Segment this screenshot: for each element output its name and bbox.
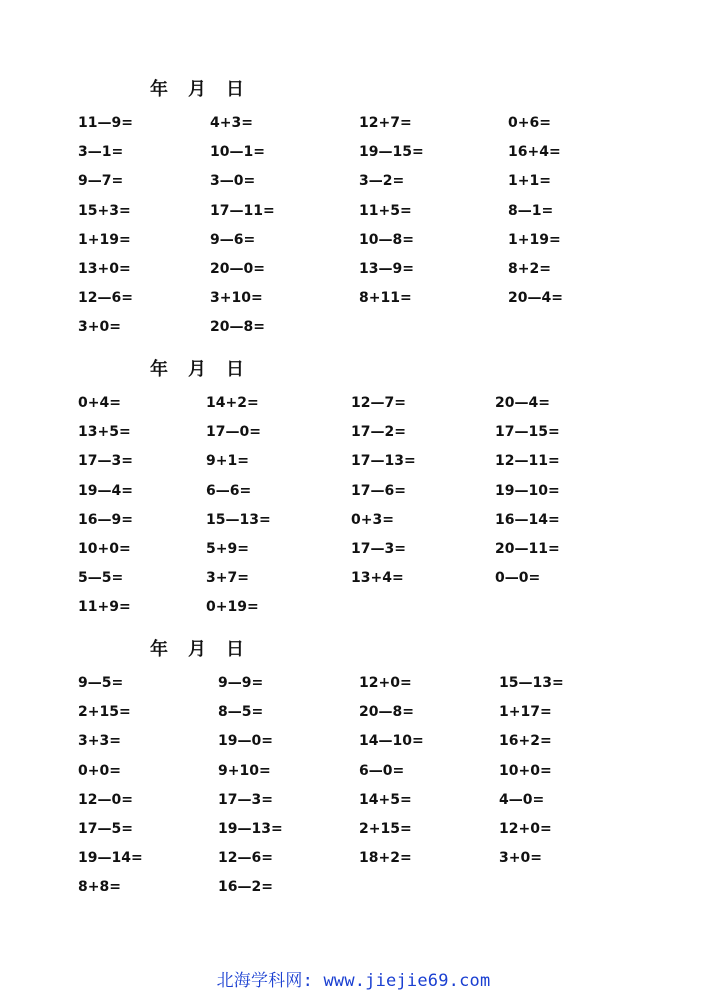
math-problem: 5+9=: [206, 541, 249, 557]
math-problem: 10+0=: [78, 541, 131, 557]
date-day-label: 日: [226, 639, 244, 660]
math-problem: 0+0=: [78, 762, 121, 779]
date-year-label: 年: [150, 79, 168, 100]
math-problem: 9—5=: [78, 675, 124, 691]
math-problem: 3—1=: [78, 144, 124, 161]
math-problem: 3+0=: [499, 850, 542, 867]
math-problem: 15+3=: [78, 202, 131, 219]
math-problem: 17—0=: [206, 424, 261, 441]
math-problem: 17—5=: [78, 821, 133, 837]
math-problem: 12+7=: [359, 115, 412, 131]
math-problem: 2+15=: [78, 704, 131, 721]
footer-watermark: 北海学科网: www.jiejie69.com: [216, 971, 491, 991]
math-problem: 15—13=: [206, 511, 271, 528]
date-year-label: 年: [150, 639, 168, 660]
math-problem: 10—1=: [210, 144, 265, 161]
math-problem: 19—15=: [359, 144, 424, 161]
math-problem: 17—13=: [351, 453, 416, 470]
date-header: [150, 76, 244, 100]
date-header: [150, 356, 244, 380]
math-problem: 19—0=: [218, 733, 273, 750]
math-problem: 19—4=: [78, 482, 133, 499]
math-problem: 3+0=: [78, 319, 121, 336]
math-problem: 17—3=: [78, 453, 133, 470]
math-problem: 11+9=: [78, 599, 131, 616]
math-problem: 3—2=: [359, 173, 405, 190]
math-problem: 19—14=: [78, 850, 143, 867]
math-problem: 1+1=: [508, 173, 551, 190]
math-problem: 17—2=: [351, 424, 406, 441]
math-problem: 20—4=: [508, 290, 563, 307]
math-problem: 9—6=: [210, 231, 256, 248]
math-problem: 19—10=: [495, 482, 560, 499]
math-problem: 16—2=: [218, 879, 273, 896]
math-problem: 16+4=: [508, 144, 561, 161]
math-problem: 20—8=: [210, 319, 265, 336]
math-problem: 17—3=: [351, 541, 406, 557]
math-problem: 14+2=: [206, 395, 259, 411]
math-problem: 3+10=: [210, 290, 263, 307]
math-problem: 0+19=: [206, 599, 259, 616]
math-problem: 2+15=: [359, 821, 412, 837]
math-problem: 20—11=: [495, 541, 560, 557]
date-header: [150, 636, 244, 660]
math-problem: 3+7=: [206, 570, 249, 587]
math-problem: 17—15=: [495, 424, 560, 441]
math-problem: 13+4=: [351, 570, 404, 587]
math-problem: 12+0=: [499, 821, 552, 837]
math-problem: 12—6=: [78, 290, 133, 307]
date-month-label: 月: [188, 359, 206, 380]
math-problem: 19—13=: [218, 821, 283, 837]
math-problem: 9—7=: [78, 173, 124, 190]
date-day-label: 日: [226, 79, 244, 100]
math-problem: 20—0=: [210, 261, 265, 277]
math-problem: 12+0=: [359, 675, 412, 691]
math-problem: 0+3=: [351, 511, 394, 528]
math-problem: 12—0=: [78, 791, 133, 808]
math-problem: 16+2=: [499, 733, 552, 750]
date-day-label: 日: [226, 359, 244, 380]
date-year-label: 年: [150, 359, 168, 380]
math-problem: 12—6=: [218, 850, 273, 867]
math-problem: 16—14=: [495, 511, 560, 528]
math-problem: 10+0=: [499, 762, 552, 779]
math-problem: 8+11=: [359, 290, 412, 307]
math-problem: 3—0=: [210, 173, 256, 190]
math-problem: 17—3=: [218, 791, 273, 808]
math-problem: 1+19=: [78, 231, 131, 248]
math-problem: 6—6=: [206, 482, 252, 499]
math-problem: 17—11=: [210, 202, 275, 219]
math-problem: 3+3=: [78, 733, 121, 750]
math-problem: 13+0=: [78, 261, 131, 277]
math-problem: 13+5=: [78, 424, 131, 441]
math-problem: 8—1=: [508, 202, 554, 219]
math-problem: 6—0=: [359, 762, 405, 779]
math-problem: 18+2=: [359, 850, 412, 867]
math-problem: 12—7=: [351, 395, 406, 411]
math-problem: 11—9=: [78, 115, 133, 131]
math-problem: 9+10=: [218, 762, 271, 779]
math-problem: 8+2=: [508, 261, 551, 277]
date-month-label: 月: [188, 639, 206, 660]
math-problem: 0+4=: [78, 395, 121, 411]
math-problem: 20—8=: [359, 704, 414, 721]
math-problem: 9+1=: [206, 453, 249, 470]
math-problem: 16—9=: [78, 511, 133, 528]
math-problem: 11+5=: [359, 202, 412, 219]
math-problem: 0—0=: [495, 570, 541, 587]
math-problem: 20—4=: [495, 395, 550, 411]
math-problem: 13—9=: [359, 261, 414, 277]
math-problem: 8+8=: [78, 879, 121, 896]
math-problem: 12—11=: [495, 453, 560, 470]
math-problem: 5—5=: [78, 570, 124, 587]
math-problem: 14—10=: [359, 733, 424, 750]
math-problem: 1+19=: [508, 231, 561, 248]
math-problem: 15—13=: [499, 675, 564, 691]
math-problem: 4—0=: [499, 791, 545, 808]
math-problem: 0+6=: [508, 115, 551, 131]
math-problem: 9—9=: [218, 675, 264, 691]
math-problem: 14+5=: [359, 791, 412, 808]
date-month-label: 月: [188, 79, 206, 100]
math-problem: 4+3=: [210, 115, 253, 131]
math-problem: 17—6=: [351, 482, 406, 499]
math-problem: 8—5=: [218, 704, 264, 721]
math-problem: 10—8=: [359, 231, 414, 248]
math-problem: 1+17=: [499, 704, 552, 721]
